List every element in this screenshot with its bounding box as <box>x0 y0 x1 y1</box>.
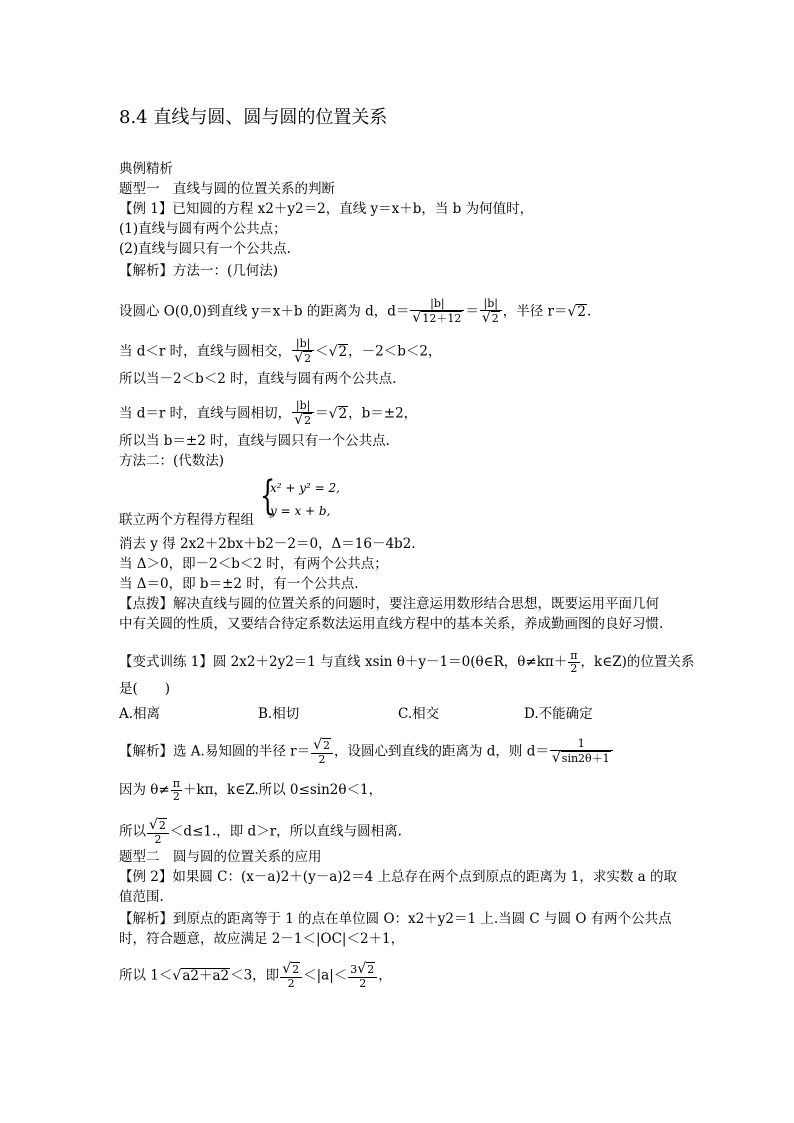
radicand: sin2θ＋1 <box>561 752 610 765</box>
tip-line-1 <box>119 595 659 613</box>
topic-heading: 题型二 圆与圆的位置关系的应用 <box>119 849 322 865</box>
numerator: |b| <box>295 337 311 350</box>
sqrt: √2 <box>328 343 348 360</box>
coefficient: 3 <box>350 963 358 976</box>
brace-icon: { <box>260 473 276 519</box>
denominator: √sin2θ＋1 <box>550 750 613 766</box>
radicand: 2 <box>491 312 499 325</box>
solution-line <box>119 298 591 326</box>
example-tag: 【例 2】 <box>119 869 173 885</box>
solution-line: 当 Δ＝0，即 b＝±2 时，有一个公共点. <box>119 576 359 592</box>
radicand: 2 <box>338 343 348 360</box>
text-span: ，设圆心到直线的距离为 d，则 d＝ <box>334 743 549 760</box>
text-span: . <box>587 303 592 320</box>
radicand: 2 <box>158 819 166 832</box>
text-span: 设圆心 O(0,0)到直线 y＝x＋b 的距离为 d，d＝ <box>119 303 410 320</box>
fraction <box>550 738 613 766</box>
page-title: 8.4 直线与圆、圆与圆的位置关系 <box>119 107 388 128</box>
denominator: 2 <box>311 753 333 766</box>
fraction <box>568 650 579 675</box>
denominator: 2 <box>348 977 377 990</box>
text-span: 因为 θ≠ <box>119 782 170 798</box>
radicand: 12＋12 <box>422 312 462 325</box>
sqrt: √2 <box>328 405 348 422</box>
solution-heading <box>119 262 278 280</box>
solution-2-line-1 <box>119 738 614 766</box>
radicand: 2 <box>367 963 375 976</box>
example-2-line-1 <box>119 868 677 886</box>
numerator: √2 <box>313 737 330 753</box>
solution-line: 所以当－2＜b＜2 时，直线与圆有两个公共点. <box>119 371 397 387</box>
text-span: ，b＝±2， <box>348 405 418 422</box>
sqrt: √2 <box>567 303 587 320</box>
numerator: √2 <box>282 961 300 977</box>
numerator: |b| <box>295 399 311 412</box>
text-span: ＜3，即 <box>230 967 280 984</box>
solution-line <box>119 400 417 428</box>
text-span: 解决直线与圆的位置关系的问题时，要注意运用数形结合思想，既要运用平面几何 <box>173 596 659 612</box>
example-tag: 【例 1】 <box>119 201 173 217</box>
text-span: 选 A.易知圆的半径 r＝ <box>173 743 311 760</box>
fraction <box>480 298 502 326</box>
equation-2: y = x + b, <box>270 504 331 518</box>
question-2: (2)直线与圆只有一个公共点. <box>119 241 291 257</box>
solution-tag: 【解析】 <box>119 911 173 927</box>
option-b: B.相切 <box>258 706 300 722</box>
solution-2-line-3 <box>119 818 402 846</box>
equation-1: x² + y² = 2, <box>270 481 340 495</box>
solution-tag: 【解析】 <box>119 263 173 279</box>
solution-line: 所以当 b＝±2 时，直线与圆只有一个公共点. <box>119 433 390 449</box>
denominator: √12＋12 <box>410 310 464 326</box>
method-2: 方法二：(代数法) <box>119 453 225 469</box>
text-span: ，－2＜b＜2， <box>348 343 442 360</box>
solution-3-line-2: 时，符合题意，故应满足 2－1＜|OC|＜2＋1， <box>119 931 405 947</box>
tip-line-2: 中有关圆的性质，又要结合待定系数法运用直线方程中的基本关系，养成勤画图的良好习惯. <box>119 616 664 632</box>
text-span: 当 d＝r 时，直线与圆相切， <box>119 405 292 422</box>
solution-2-line-2 <box>119 778 382 803</box>
variant-line-2: 是( ) <box>119 681 171 697</box>
numerator: π <box>570 649 578 662</box>
text-span: 所以 <box>119 823 146 840</box>
text-span: 当 d＜r 时，直线与圆相交， <box>119 343 292 360</box>
denominator: √2 <box>292 412 314 428</box>
numerator: π <box>172 777 180 790</box>
text-span: ＝ <box>465 303 479 320</box>
radicand: 2 <box>338 405 348 422</box>
fraction <box>292 338 314 366</box>
solution-line: 消去 y 得 2x2＋2bx＋b2－2＝0，Δ＝16－4b2. <box>119 536 416 552</box>
numerator: |b| <box>483 297 499 310</box>
radicand: 2 <box>292 963 300 976</box>
fraction <box>348 962 377 990</box>
sqrt: √a2＋a2 <box>172 967 230 984</box>
text-span: ＋kπ，k∈Z.所以 0≤sin2θ＜1， <box>182 782 383 798</box>
radicand: 2 <box>304 414 312 427</box>
section-heading: 典例精析 <box>119 161 173 177</box>
radicand: 2 <box>323 739 330 752</box>
text-span: ， <box>378 967 392 984</box>
text-span: ＜ <box>315 343 329 360</box>
text-span: ＜|a|＜ <box>303 967 348 984</box>
numerator: 1 <box>577 737 585 750</box>
numerator: 3√2 <box>350 961 375 977</box>
solution-line: 联立两个方程得方程组 <box>119 512 254 528</box>
fraction <box>280 962 302 990</box>
text-span: 如果圆 C：(x－a)2＋(y－a)2＝4 上总存在两个点到原点的距离为 1，求实数 a 的取 <box>172 869 677 885</box>
tip-tag: 【点拨】 <box>119 596 173 612</box>
numerator: |b| <box>430 297 445 310</box>
denominator: √2 <box>292 350 314 366</box>
denominator: 2 <box>280 977 302 990</box>
denominator: 2 <box>568 662 579 675</box>
example-1 <box>119 200 533 218</box>
text-span: ，k∈Z)的位置关系 <box>580 654 695 670</box>
example-text: 已知圆的方程 x2＋y2＝2，直线 y＝x＋b，当 b 为何值时， <box>172 201 534 217</box>
text-span: 到原点的距离等于 1 的点在单位圆 O：x2＋y2＝1 上.当圆 C 与圆 O 有两个公共点 <box>173 911 672 927</box>
solution-line <box>119 338 441 366</box>
denominator: 2 <box>171 790 182 803</box>
fraction <box>171 778 182 803</box>
text-span: 圆 2x2＋2y2＝1 与直线 xsin θ＋y－1＝0(θ∈R，θ≠kπ＋ <box>212 654 568 670</box>
radicand: 2 <box>304 352 312 365</box>
variant-line-1 <box>119 650 694 675</box>
radicand: 2 <box>577 303 587 320</box>
solution-3-line-3 <box>119 962 392 990</box>
option-c: C.相交 <box>398 706 440 722</box>
radicand: a2＋a2 <box>182 967 230 984</box>
example-2-line-2: 值范围. <box>119 889 164 905</box>
fraction <box>147 818 169 846</box>
fraction <box>410 298 464 326</box>
option-d: D.不能确定 <box>524 706 593 722</box>
method-1: 方法一：(几何法) <box>173 263 279 279</box>
text-span: ＝ <box>315 405 329 422</box>
topic-heading: 题型一 直线与圆的位置关系的判断 <box>119 181 335 197</box>
text-span: ＜d≤1.，即 d＞r，所以直线与圆相离. <box>169 823 402 840</box>
question-1: (1)直线与圆有两个公共点； <box>119 221 287 237</box>
text-span: 所以 1＜ <box>119 967 173 984</box>
solution-line: 当 Δ＞0，即－2＜b＜2 时，有两个公共点； <box>119 556 388 572</box>
denominator: 2 <box>147 833 169 846</box>
text-span: ，半径 r＝ <box>502 303 568 320</box>
option-a: A.相离 <box>119 706 161 722</box>
variant-tag: 【变式训练 1】 <box>119 654 213 670</box>
fraction <box>292 400 314 428</box>
numerator: √2 <box>149 817 166 833</box>
fraction <box>311 738 333 766</box>
solution-3-line-1 <box>119 910 672 928</box>
denominator: √2 <box>480 310 502 326</box>
solution-tag: 【解析】 <box>119 743 173 760</box>
